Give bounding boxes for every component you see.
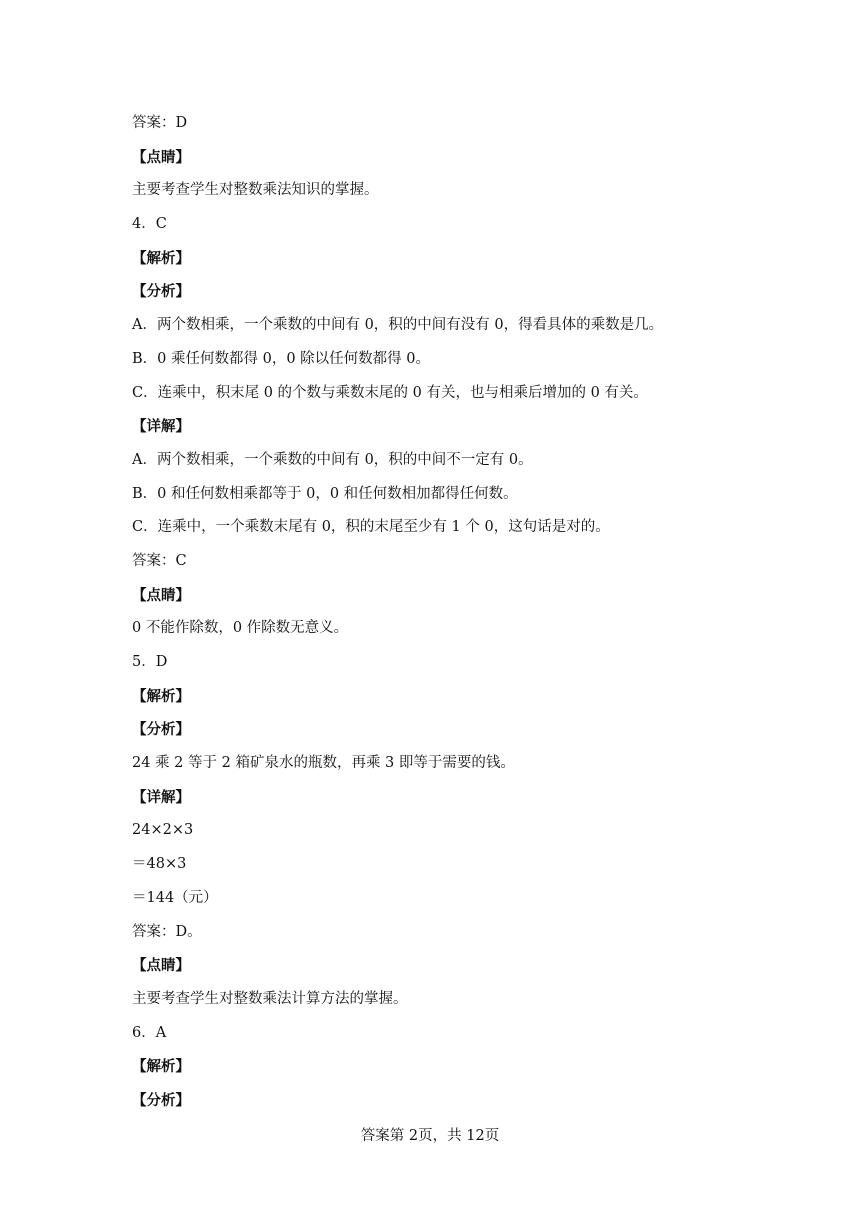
section-heading: 【点睛】 — [132, 957, 190, 975]
section-heading: 【分析】 — [132, 721, 190, 739]
section-heading: 【分析】 — [132, 283, 190, 301]
text-line: 5．D — [132, 654, 168, 670]
text-line: 主要考查学生对整数乘法计算方法的掌握。 — [132, 990, 408, 1007]
text-line: 24 乘 2 等于 2 箱矿泉水的瓶数，再乘 3 即等于需要的钱。 — [132, 755, 515, 772]
section-heading: 【解析】 — [132, 1058, 190, 1076]
text-line: C．连乘中，积末尾 0 的个数与乘数末尾的 0 有关，也与相乘后增加的 0 有关。 — [132, 384, 648, 401]
text-line: A．两个数相乘，一个乘数的中间有 0，积的中间有没有 0，得看具体的乘数是几。 — [132, 317, 664, 334]
text-line: 0 不能作除数，0 作除数无意义。 — [132, 620, 349, 637]
section-heading: 【详解】 — [132, 418, 190, 436]
text-line: 24×2×3 — [132, 822, 194, 839]
section-heading: 【解析】 — [132, 687, 190, 705]
page-footer: 答案第 2页，共 12页 — [360, 1128, 500, 1144]
text-line: 4．C — [132, 216, 167, 233]
text-line: A．两个数相乘，一个乘数的中间有 0，积的中间不一定有 0。 — [132, 451, 533, 468]
text-line: 6．A — [132, 1024, 167, 1041]
section-heading: 【详解】 — [132, 788, 190, 806]
section-heading: 【点睛】 — [132, 148, 190, 166]
text-line: C．连乘中，一个乘数末尾有 0，积的末尾至少有 1 个 0，这句话是对的。 — [132, 519, 610, 536]
text-line: ＝144（元） — [132, 889, 218, 906]
text-line: B．0 乘任何数都得 0，0 除以任何数都得 0。 — [132, 350, 430, 367]
text-line: 答案：C — [132, 552, 187, 569]
text-line: 主要考查学生对整数乘法知识的掌握。 — [132, 182, 379, 199]
section-heading: 【分析】 — [132, 1091, 190, 1109]
section-heading: 【点睛】 — [132, 586, 190, 604]
answer-body — [132, 107, 732, 1118]
text-line: 答案：D。 — [132, 923, 202, 940]
text-line: B．0 和任何数相乘都等于 0，0 和任何数相加都得任何数。 — [132, 485, 518, 502]
text-line: 答案：D — [132, 115, 188, 131]
text-line: ＝48×3 — [132, 856, 187, 873]
section-heading: 【解析】 — [132, 249, 190, 267]
